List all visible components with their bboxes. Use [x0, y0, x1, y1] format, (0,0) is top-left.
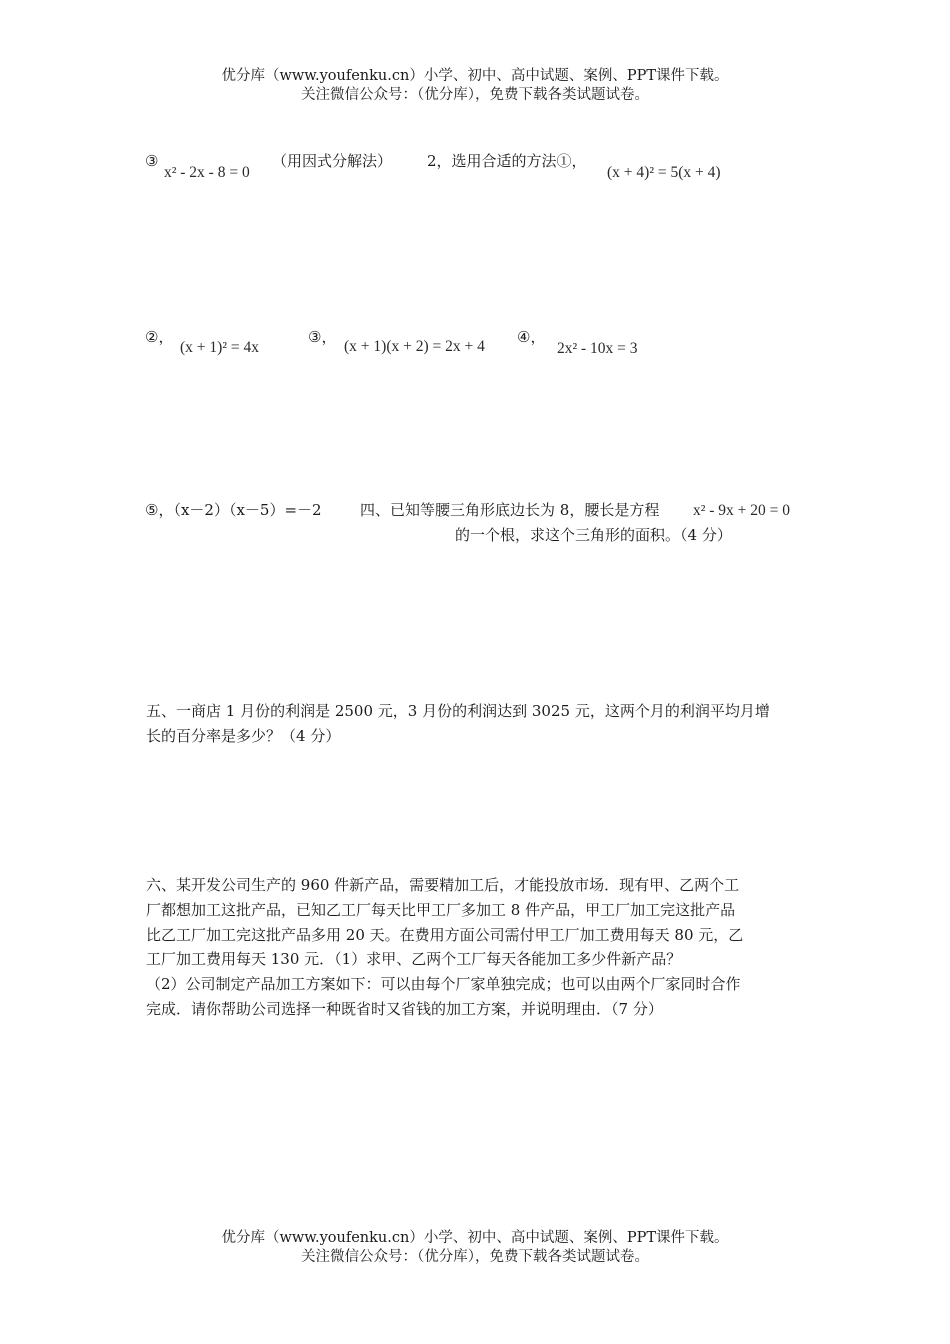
method-note: （用因式分解法）	[272, 152, 393, 170]
section-4-text-b: 的一个根，求这个三角形的面积。（4 分）	[455, 526, 732, 544]
equation-section-4: x² - 9x + 20 = 0	[693, 502, 791, 519]
section-6-line: 比乙工厂加工完这批产品多用 20 天。在费用方面公司需付甲工厂加工费用每天 80 元，乙	[146, 925, 744, 944]
equation-q2: (x + 1)² = 4x	[180, 339, 259, 356]
footer-line-1: 优分库（www.youfenku.cn）小学、初中、高中试题、案例、PPT课件下载。	[221, 1230, 729, 1246]
equation-q3-factoring: x² - 2x - 8 = 0	[164, 164, 250, 181]
equation-q1: (x + 4)² = 5(x + 4)	[607, 164, 721, 181]
question-3-label: ③	[145, 152, 159, 170]
question-5: ⑤，（x－2）（x－5）=－2	[145, 501, 322, 519]
question-4-label: ④，	[517, 328, 546, 346]
section-6-line: 工厂加工费用每天 130 元．（1）求甲、乙两个工厂每天各能加工多少件新产品？	[146, 950, 682, 969]
question-2-label: ②，	[145, 328, 174, 346]
section-6-line: 厂都想加工这批产品，已知乙工厂每天比甲工厂多加工 8 件产品，甲工厂加工完这批产品	[146, 900, 736, 919]
section-6-line: （2）公司制定产品加工方案如下：可以由每个厂家单独完成；也可以由两个厂家同时合作	[146, 975, 741, 994]
section-4-text-a: 四、已知等腰三角形底边长为 8，腰长是方程	[360, 501, 660, 519]
footer-line-2: 关注微信公众号：（优分库），免费下载各类试题试卷。	[301, 1249, 649, 1265]
question-3b-label: ③，	[308, 328, 337, 346]
header-line-1: 优分库（www.youfenku.cn）小学、初中、高中试题、案例、PPT课件下载。	[221, 68, 729, 84]
section-5	[146, 699, 806, 749]
equation-q3b: (x + 1)(x + 2) = 2x + 4	[344, 338, 485, 355]
section-6	[146, 873, 806, 1022]
header-line-2: 关注微信公众号：（优分库），免费下载各类试题试卷。	[301, 87, 649, 103]
section-6-line: 完成．请你帮助公司选择一种既省时又省钱的加工方案，并说明理由．（7 分）	[146, 999, 663, 1018]
section-5-line-1: 五、一商店 1 月份的利润是 2500 元，3 月份的利润达到 3025 元，这两个月的利润平均月增	[146, 702, 770, 720]
section-6-line: 六、某开发公司生产的 960 件新产品，需要精加工后，才能投放市场．现有甲、乙两个工	[146, 876, 740, 894]
section-2-heading: 2，选用合适的方法①，	[427, 152, 587, 170]
equation-q4: 2x² - 10x = 3	[557, 340, 638, 357]
section-5-line-2: 长的百分率是多少？（4 分）	[146, 726, 341, 745]
